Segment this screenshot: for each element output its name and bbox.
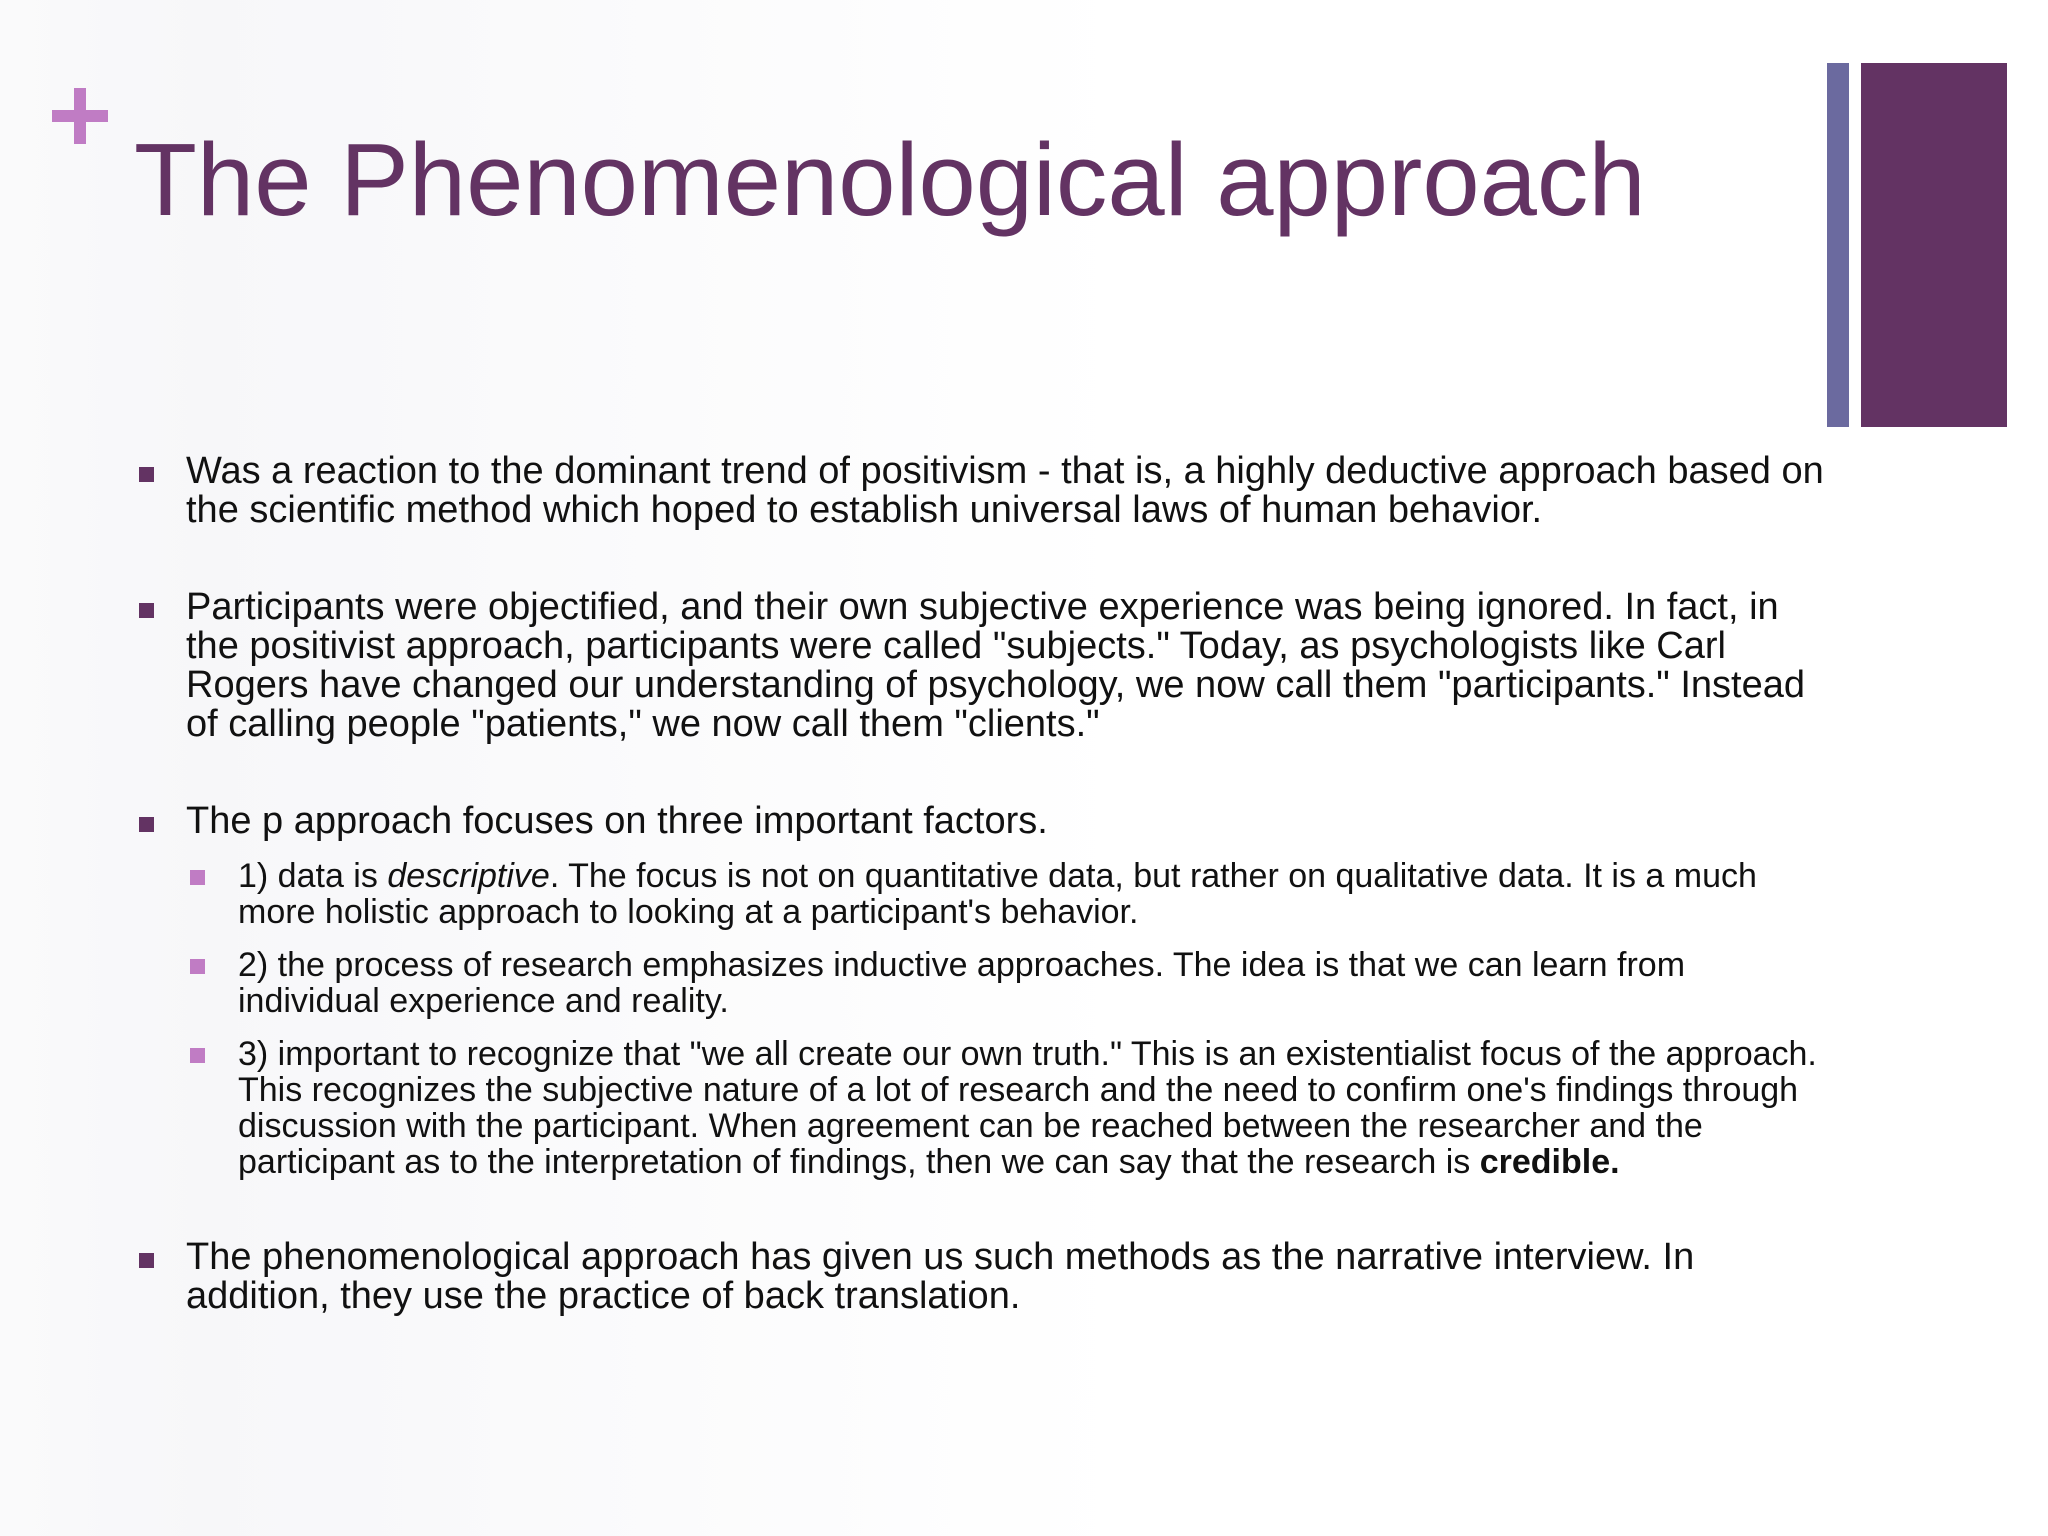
decorative-bar-thick (1861, 63, 2007, 427)
sub-bullet-item-inductive (134, 947, 1834, 1019)
sub-bullet-text-prefix: 3) important to recognize that "we all create our own truth." This is an existentialist focus of the approach. This recognizes the subjective nature of a lot of research and the need to confirm one's findings through discussion with the participant. When agreement can be reached between the researcher and the participant as to the interpretation of findings, then we can say that the research is (238, 1035, 1817, 1181)
bullet-text: Was a reaction to the dominant trend of positivism - that is, a highly deductive approach based on the scientific method which hoped to establish universal laws of human behavior. (186, 450, 1824, 531)
bullet-text: Participants were objectified, and their own subjective experience was being ignored. In fact, in the positivist approach, participants were called "subjects." Today, as psychologists like Carl Rogers have changed our understanding of psychology, we now call them "participants." Instead of calling people "patients," we now call them "clients." (186, 586, 1806, 745)
bullet-text: The p approach focuses on three important factors. (186, 800, 1048, 842)
sub-bullet-item-descriptive (134, 858, 1834, 930)
square-bullet-icon (139, 467, 154, 482)
square-bullet-icon (190, 870, 205, 885)
slide-title: The Phenomenological approach (134, 122, 1646, 237)
sub-bullet-strong: credible. (1479, 1143, 1620, 1181)
sub-bullet-item-own-truth (134, 1036, 1834, 1180)
bullet-item-three-factors (134, 802, 1834, 841)
bullet-item-participants-objectified (134, 588, 1834, 744)
bullet-item-positivism-reaction (134, 452, 1834, 530)
bullet-text: The phenomenological approach has given us such methods as the narrative interview. In addition, they use the practice of back translation. (186, 1236, 1695, 1317)
square-bullet-icon (190, 959, 205, 974)
sub-bullet-text-prefix: 1) data is (238, 857, 388, 895)
plus-icon (52, 88, 108, 144)
square-bullet-icon (139, 603, 154, 618)
square-bullet-icon (139, 1253, 154, 1268)
bullet-list (134, 452, 1834, 1316)
sub-bullet-emphasis: descriptive (387, 857, 550, 895)
decorative-bar-thin (1827, 63, 1849, 427)
sub-bullet-text-suffix: . The focus is not on quantitative data, but rather on qualitative data. It is a much more holistic approach to looking at a participant's behavior. (238, 857, 1757, 931)
square-bullet-icon (190, 1048, 205, 1063)
square-bullet-icon (139, 817, 154, 832)
sub-bullet-text: 2) the process of research emphasizes inductive approaches. The idea is that we can learn from individual experience and reality. (238, 946, 1686, 1020)
bullet-item-narrative-interview (134, 1238, 1834, 1316)
